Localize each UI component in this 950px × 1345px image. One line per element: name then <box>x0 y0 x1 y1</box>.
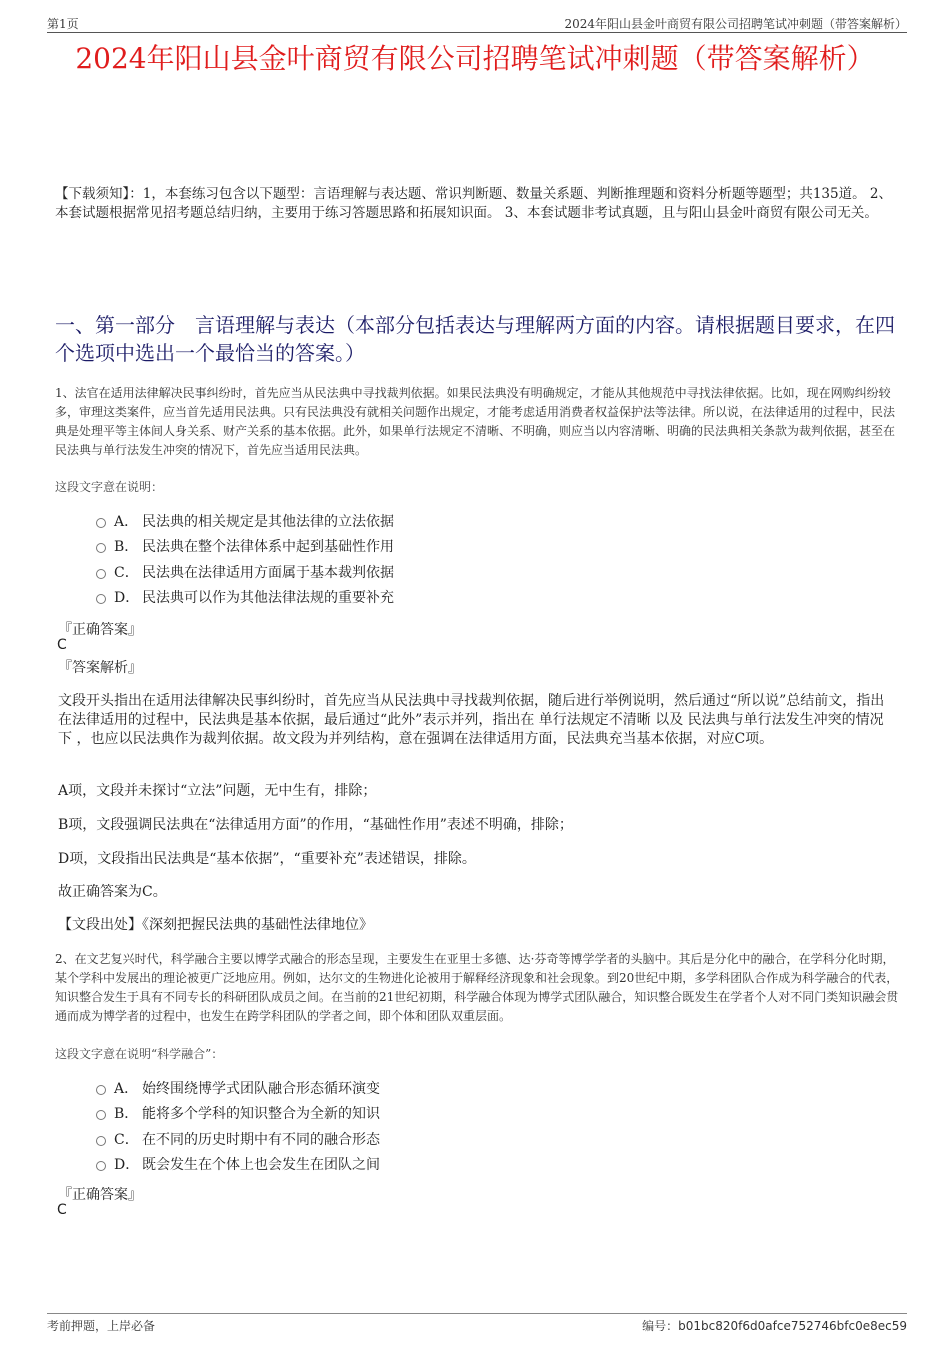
section-heading: 一、第一部分 言语理解与表达（本部分包括表达与理解两方面的内容。请根据题目要求，在四个选项中选出一个最恰当的答案。） <box>55 313 895 365</box>
analysis-label: 『答案解析』 <box>58 660 142 676</box>
radio-icon[interactable] <box>96 1110 106 1120</box>
option-d[interactable] <box>96 585 496 611</box>
correct-answer-label: 『正确答案』 <box>58 622 142 638</box>
page-footer <box>47 1313 907 1336</box>
option-label: C． <box>114 1131 139 1148</box>
analysis-note-d: D项，文段指出民法典是“基本依据”，“重要补充”表述错误，排除。 <box>58 851 476 867</box>
question-2-stem: 这段文字意在说明“科学融合”： <box>55 1047 224 1061</box>
option-b[interactable] <box>96 1101 496 1127</box>
correct-answer-label: 『正确答案』 <box>58 1187 142 1203</box>
question-2-options <box>96 1075 496 1177</box>
document-code: 编号：b01bc820f6d0afce752746bfc0e8ec59 <box>642 1319 907 1333</box>
radio-icon[interactable] <box>96 1085 106 1095</box>
page-header <box>47 12 907 33</box>
option-label: D． <box>114 590 140 607</box>
passage-source: 【文段出处】《深刻把握民法典的基础性法律地位》 <box>58 917 373 933</box>
header-doc-title: 2024年阳山县金叶商贸有限公司招聘笔试冲刺题（带答案解析） <box>564 17 907 31</box>
option-c[interactable] <box>96 1126 496 1152</box>
radio-icon[interactable] <box>96 518 106 528</box>
option-text: 民法典在整个法律体系中起到基础性作用 <box>142 539 394 556</box>
option-b[interactable] <box>96 534 496 560</box>
radio-icon[interactable] <box>96 1161 106 1171</box>
question-1-text: 1、法官在适用法律解决民事纠纷时，首先应当从民法典中寻找裁判依据。如果民法典没有明确规定，才能从其他规范中寻找法律依据。比如，现在网购纠纷较多，审理这类案件，应当首先适用民法典。只有民法典没有就相关问题作出规定，才能考虑适用消费者权益保护法等法律。所以说，在法律适用的过程中，民法典是处理平等主体间人身关系、财产关系的基本依据。此外，如果单行法规定不清晰、不明确，则应当以内容清晰、明确的民法典相关条款为裁判依据，甚至在民法典与单行法发生冲突的情况下，首先应当适用民法典。 <box>55 386 896 457</box>
option-c[interactable] <box>96 559 496 585</box>
option-text: 民法典的相关规定是其他法律的立法依据 <box>142 513 394 530</box>
option-text: 在不同的历史时期中有不同的融合形态 <box>142 1131 380 1148</box>
option-label: A． <box>114 513 139 530</box>
analysis-conclusion: 故正确答案为C。 <box>58 884 167 900</box>
option-text: 既会发生在个体上也会发生在团队之间 <box>142 1157 380 1174</box>
analysis-text: 文段开头指出在适用法律解决民事纠纷时，首先应当从民法典中寻找裁判依据，随后进行举例说明，然后通过“所以说”总结前文，指出在法律适用的过程中，民法典是基本依据，最后通过“此外”表示并列，指出在 单行法规定不清晰 以及 民法典与单行法发生冲突的情况下 ，也应以民法典作为裁判依据。故文段为并列结构，意在强调在法律适用方面，民法典充当基本依据，对应C项。 <box>58 693 885 747</box>
correct-answer: C <box>57 637 67 653</box>
option-d[interactable] <box>96 1152 496 1178</box>
option-a[interactable] <box>96 1075 496 1101</box>
radio-icon[interactable] <box>96 543 106 553</box>
option-label: C． <box>114 564 139 581</box>
page-title: 2024年阳山县金叶商贸有限公司招聘笔试冲刺题（带答案解析） <box>75 42 875 75</box>
radio-icon[interactable] <box>96 594 106 604</box>
download-notice: 【下载须知】：1，本套练习包含以下题型：言语理解与表达题、常识判断题、数量关系题、判断推理题和资料分析题等题型；共135道。 2、本套试题根据常见招考题总结归纳，主要用于练习答题思路和拓展知识面。 3、本套试题非考试真题，且与阳山县金叶商贸有限公司无关。 <box>55 186 892 221</box>
footer-slogan: 考前押题，上岸必备 <box>47 1319 156 1333</box>
question-1-options <box>96 508 496 610</box>
analysis-note-a: A项，文段并未探讨“立法”问题，无中生有，排除； <box>58 783 377 799</box>
option-label: B． <box>114 539 139 556</box>
radio-icon[interactable] <box>96 1136 106 1146</box>
option-a[interactable] <box>96 508 496 534</box>
option-text: 始终围绕博学式团队融合形态循环演变 <box>142 1080 380 1097</box>
option-text: 能将多个学科的知识整合为全新的知识 <box>142 1106 380 1123</box>
option-label: D． <box>114 1157 140 1174</box>
radio-icon[interactable] <box>96 569 106 579</box>
question-2-text: 2、在文艺复兴时代，科学融合主要以博学式融合的形态呈现，主要发生在亚里士多德、达·芬奇等博学学者的头脑中。其后是分化中的融合，在学科分化时期，某个学科中发展出的理论被更广泛地应用。例如，达尔文的生物进化论被用于解释经济现象和社会现象。到20世纪中期，多学科团队合作成为科学融合的代表，知识整合发生于具有不同专长的科研团队成员之间。在当前的21世纪初期，科学融合体现为博学式团队融合，知识整合既发生在学者个人对不同门类知识融会贯通而成为博学者的过程中，也发生在跨学科团队的学者之间，即个体和团队双重层面。 <box>55 952 899 1023</box>
option-label: B． <box>114 1106 139 1123</box>
question-1-stem: 这段文字意在说明： <box>55 480 164 494</box>
option-text: 民法典可以作为其他法律法规的重要补充 <box>142 590 394 607</box>
page-number: 第1页 <box>47 17 79 31</box>
option-label: A． <box>114 1080 139 1097</box>
analysis-note-b: B项，文段强调民法典在“法律适用方面”的作用，“基础性作用”表述不明确，排除； <box>58 817 573 833</box>
correct-answer: C <box>57 1202 67 1218</box>
option-text: 民法典在法律适用方面属于基本裁判依据 <box>142 564 394 581</box>
